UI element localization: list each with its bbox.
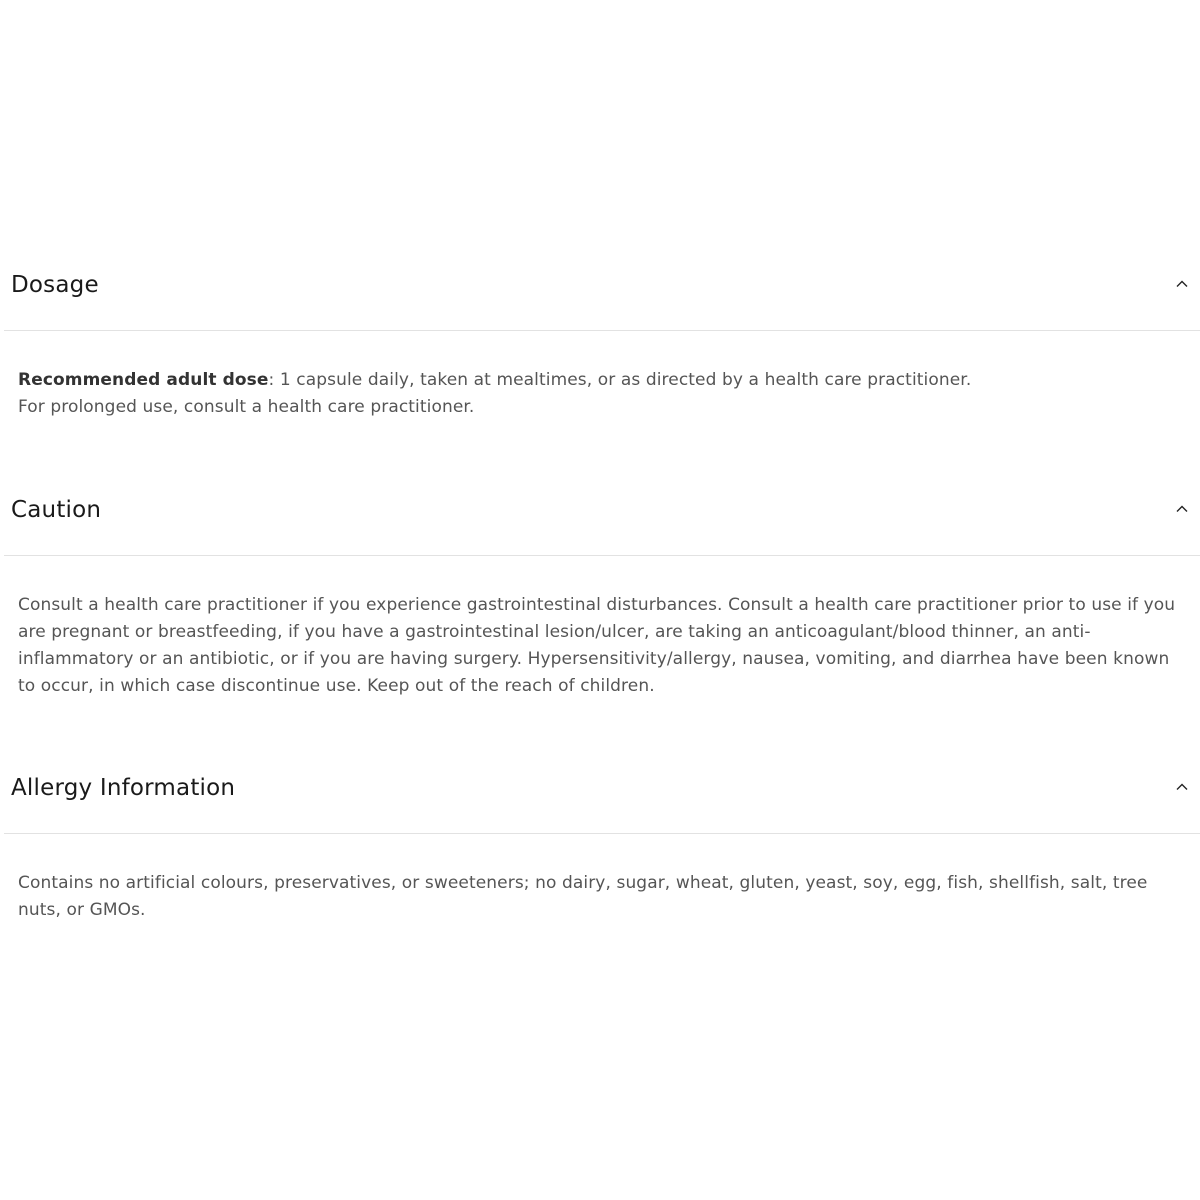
dosage-text: : 1 capsule daily, taken at mealtimes, or as directed by a health care practitioner. — [268, 370, 972, 390]
caution-text: Consult a health care practitioner if you experience gastrointestinal disturbances. Consult a health care practitioner prior to use if you are pregnant or breastfeeding, if you have a gastrointestinal lesion/ulcer, are taking an anticoagulant/blood thinner, an anti-inflammatory or an antibiotic, or if you are having surgery. Hypersensitivity/allergy, nausea, vomiting, and diarrhea have been known to occur, in which case discontinue use. Keep out of the reach of children. — [18, 595, 1176, 696]
section-title-allergy-information: Allergy Information — [11, 775, 236, 801]
accordion-caution — [4, 481, 1200, 700]
dosage-line-2: For prolonged use, consult a health care practitioner. — [18, 397, 475, 417]
allergy-text: Contains no artificial colours, preservatives, or sweeteners; no dairy, sugar, wheat, gluten, yeast, soy, egg, fish, shellfish, salt, tree nuts, or GMOs. — [18, 873, 1148, 920]
accordion-allergy-information — [4, 759, 1200, 924]
accordion-dosage — [4, 256, 1200, 421]
chevron-up-icon[interactable] — [1174, 501, 1190, 517]
accordion-header-dosage[interactable] — [4, 256, 1200, 331]
accordion-body-caution — [4, 556, 1200, 700]
section-title-dosage: Dosage — [11, 272, 99, 298]
dosage-label: Recommended adult dose — [18, 370, 269, 390]
accordion-header-allergy-information[interactable] — [4, 759, 1200, 834]
section-title-caution: Caution — [11, 497, 102, 523]
accordion-header-caution[interactable] — [4, 481, 1200, 556]
accordion-body-allergy-information — [4, 834, 1200, 924]
chevron-up-icon[interactable] — [1174, 276, 1190, 292]
dosage-line-1 — [18, 367, 1186, 394]
chevron-up-icon[interactable] — [1174, 779, 1190, 795]
accordion-body-dosage — [4, 331, 1200, 421]
